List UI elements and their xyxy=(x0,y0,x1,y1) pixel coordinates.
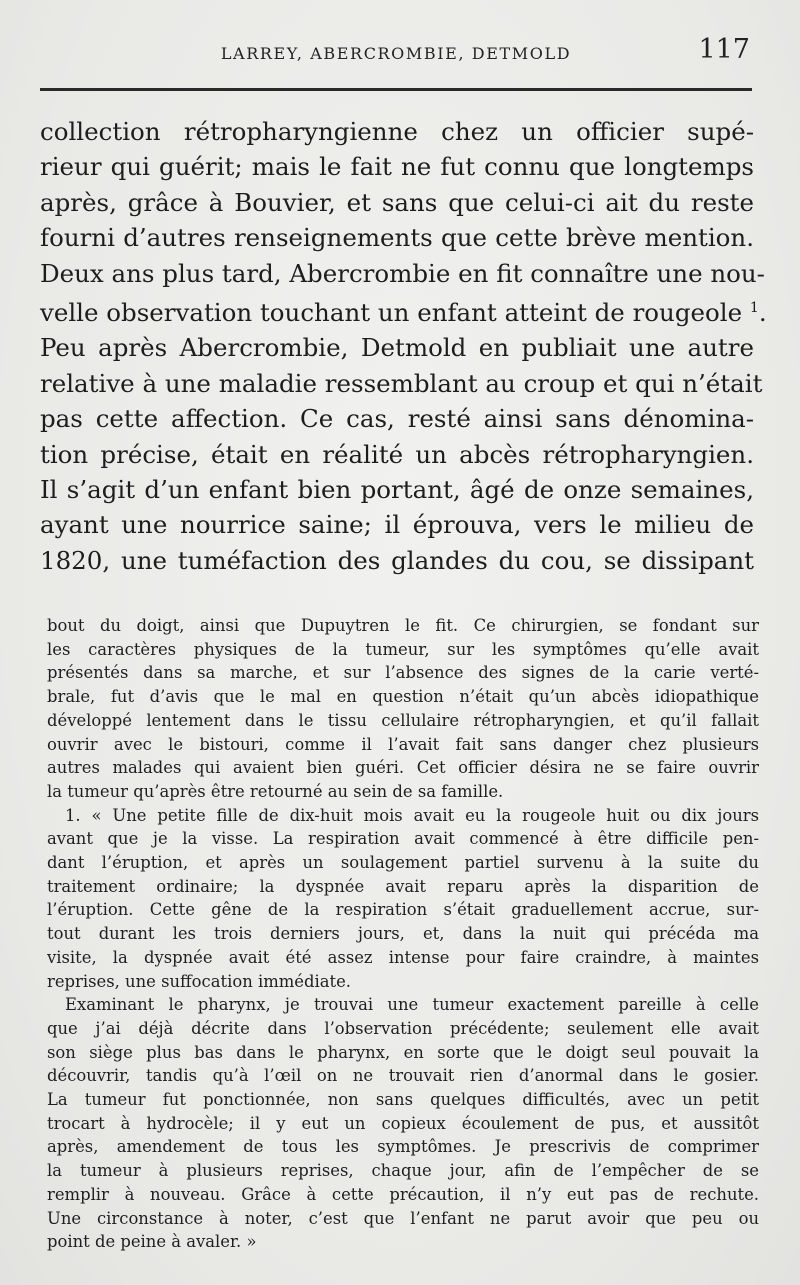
footnote-line: ouvrir avec le bistouri, comme il l’avait fait sans danger chez plusieurs xyxy=(47,734,759,754)
footnote-1-line: après, amendement de tous les symptômes. Je prescrivis de comprimer xyxy=(47,1137,759,1157)
text-line: tion précise, était en réalité un abcès rétropharyngien. xyxy=(40,439,754,469)
footnote-1-line: avant que je la visse. La respiration avait commencé à être difficile pen- xyxy=(47,829,759,849)
footnote-line: présentés dans sa marche, et sur l’absence des signes de la carie verté- xyxy=(47,663,759,683)
page-number: 117 xyxy=(698,34,750,65)
footnote-line: la tumeur qu’après être retourné au sein de sa famille. xyxy=(47,781,504,801)
footnotes xyxy=(47,614,759,1254)
text-line: collection rétropharyngienne chez un officier supé- xyxy=(40,117,754,146)
footnote-1-line: visite, la dyspnée avait été assez intense pour faire craindre, à maintes xyxy=(47,947,759,967)
text-line-with-footnote xyxy=(40,291,767,330)
footnote-1-line: traitement ordinaire; la dyspnée avait reparu après la disparition de xyxy=(47,876,759,896)
footnote-1-line: dant l’éruption, et après un soulagement partiel survenu à la suite du xyxy=(47,853,759,873)
text-line: ayant une nourrice saine; il éprouva, vers le milieu de xyxy=(40,510,754,540)
footnote-1-line: reprises, une suffocation immédiate. xyxy=(47,971,351,991)
text-line: relative à une maladie ressemblant au croup et qui n’était xyxy=(40,368,763,398)
text-line: 1820, une tuméfaction des glandes du cou, se dissipant xyxy=(40,545,754,575)
footnote-line: bout du doigt, ainsi que Dupuytren le fit. Ce chirurgien, se fondant sur xyxy=(47,616,759,635)
footnote-ref-punct: . xyxy=(758,298,767,328)
footnote-1-line: tout durant les trois derniers jours, et, dans la nuit qui précéda ma xyxy=(47,924,759,944)
footnote-line: autres malades qui avaient bien guéri. Cet officier désira ne se faire ouvrir xyxy=(47,758,759,778)
text-line: fourni d’autres renseignements que cette brève mention. xyxy=(40,223,754,253)
main-text xyxy=(40,114,767,578)
text-line: Deux ans plus tard, Abercrombie en fit connaître une nou- xyxy=(40,258,765,288)
footnote-1-line: trocart à hydrocèle; il y eut un copieux écoulement de pus, et aussitôt xyxy=(47,1113,759,1133)
footnote-1-line: La tumeur fut ponctionnée, non sans quelques difficultés, avec un petit xyxy=(47,1090,759,1110)
footnote-reference: 1 xyxy=(749,300,759,317)
text-line: rieur qui guérit; mais le fait ne fut connu que longtemps xyxy=(40,152,754,182)
footnote-1-line: 1. « Une petite fille de dix-huit mois avait eu la rougeole huit ou dix jours xyxy=(65,805,759,825)
footnote-1-line: point de peine à avaler. » xyxy=(47,1232,257,1252)
header-rule xyxy=(40,88,752,91)
footnote-1-line: remplir à nouveau. Grâce à cette précaution, il n’y eut pas de rechute. xyxy=(47,1184,759,1204)
footnote-1-line: que j’ai déjà décrite dans l’observation précédente; seulement elle avait xyxy=(47,1018,759,1038)
running-title: LARREY, ABERCROMBIE, DETMOLD xyxy=(220,44,572,63)
text-line: après, grâce à Bouvier, et sans que celui-ci ait du reste xyxy=(40,187,754,217)
page-header xyxy=(40,34,752,74)
footnote-line: développé lentement dans le tissu cellulaire rétropharyngien, et qu’il fallait xyxy=(47,710,759,730)
text-line-content: velle observation touchant un enfant atteint de rougeole xyxy=(40,298,743,328)
text-line: pas cette affection. Ce cas, resté ainsi sans dénomina- xyxy=(40,404,754,434)
footnote-1-line: la tumeur à plusieurs reprises, chaque jour, afin de l’empêcher de se xyxy=(47,1161,759,1181)
footnote-line: les caractères physiques de la tumeur, sur les symptômes qu’elle avait xyxy=(47,639,759,659)
footnote-1-line: Examinant le pharynx, je trouvai une tumeur exactement pareille à celle xyxy=(65,995,759,1015)
footnote-1-line: découvrir, tandis qu’à l’œil on ne trouvait rien d’anormal dans le gosier. xyxy=(47,1066,759,1086)
footnote-1-line: son siège plus bas dans le pharynx, en sorte que le doigt seul pouvait la xyxy=(47,1042,759,1062)
text-line: Peu après Abercrombie, Detmold en publiait une autre xyxy=(40,333,754,363)
text-line: Il s’agit d’un enfant bien portant, âgé de onze semaines, xyxy=(40,475,754,505)
footnote-1-line: Une circonstance à noter, c’est que l’enfant ne parut avoir que peu ou xyxy=(47,1208,759,1228)
footnote-1-line: l’éruption. Cette gêne de la respiration s’était graduellement accrue, sur- xyxy=(47,900,759,920)
footnote-line: brale, fut d’avis que le mal en question n’était qu’un abcès idiopathique xyxy=(47,687,759,707)
